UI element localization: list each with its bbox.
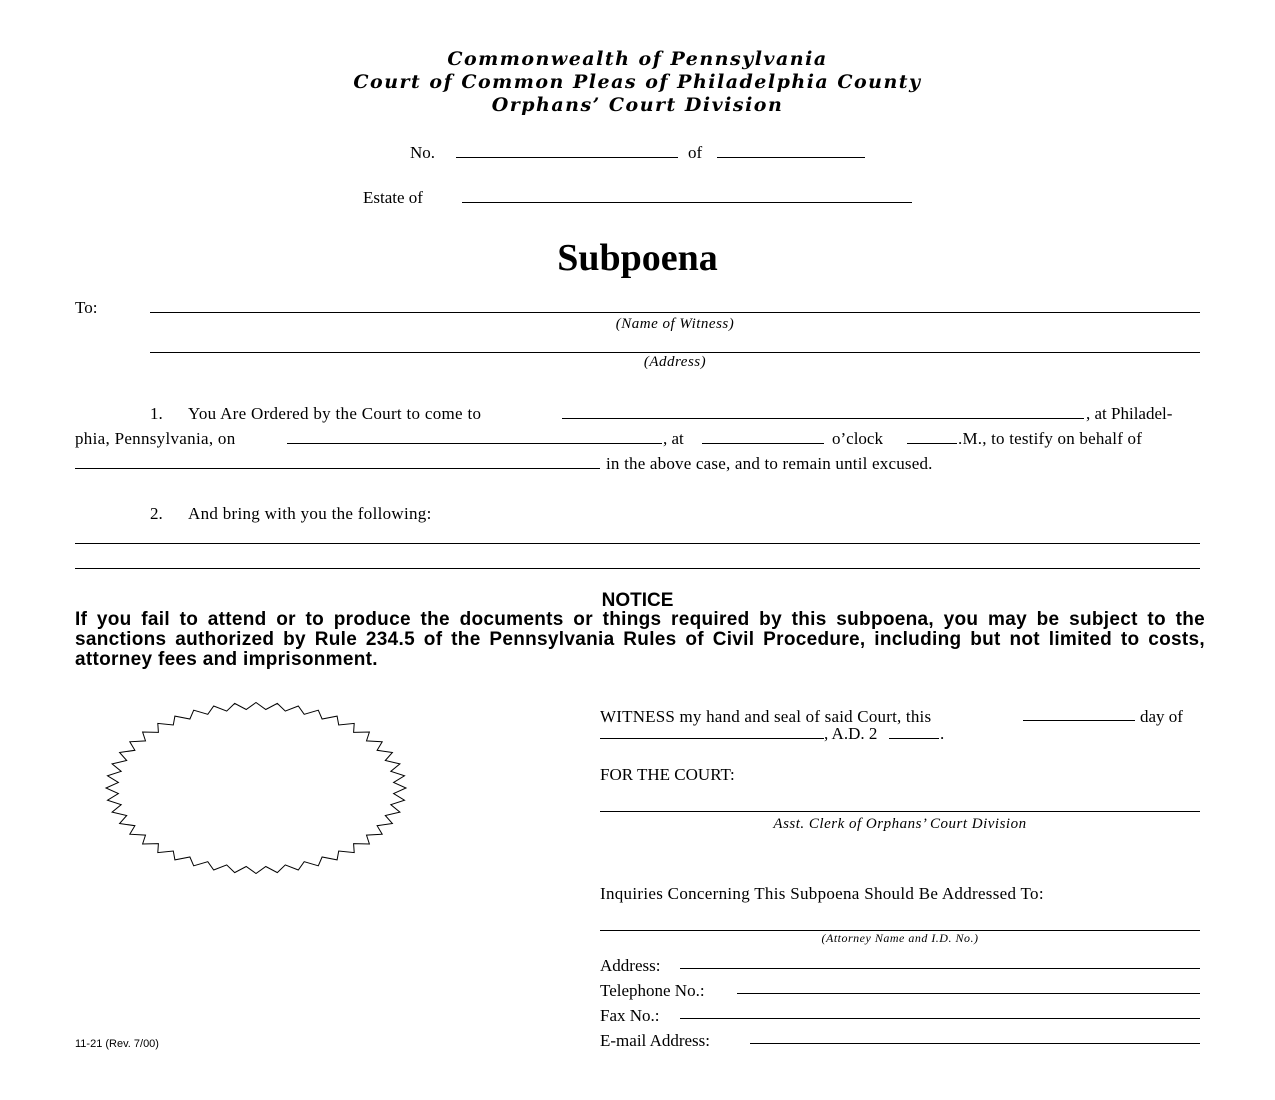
for-the-court-label: FOR THE COURT: bbox=[600, 765, 735, 784]
case-no-label: No. bbox=[410, 143, 436, 162]
case-number-field[interactable] bbox=[456, 157, 678, 158]
items-to-bring-field-1[interactable] bbox=[75, 543, 1200, 544]
page-title: Subpoena bbox=[557, 237, 718, 279]
fax-label: Fax No.: bbox=[600, 1006, 660, 1025]
witness-text-b: day of bbox=[1140, 707, 1183, 726]
clerk-signature-field[interactable] bbox=[600, 811, 1200, 812]
item1-text-g: in the above case, and to remain until excused. bbox=[606, 454, 933, 473]
witness-name-field[interactable] bbox=[150, 312, 1200, 313]
witness-name-caption: (Name of Witness) bbox=[615, 316, 735, 332]
witness-text-a: WITNESS my hand and seal of said Court, this bbox=[600, 707, 932, 726]
appearance-time-field[interactable] bbox=[702, 443, 824, 444]
item2-text: And bring with you the following: bbox=[188, 504, 432, 523]
attorney-fax-field[interactable] bbox=[680, 1018, 1200, 1019]
item1-text-b: , at Philadel- bbox=[1086, 404, 1173, 423]
item2-number: 2. bbox=[150, 504, 163, 523]
notice-body: If you fail to attend or to produce the documents or things required by this subpoena, you may be subject to the sanctions authorized by Rule 234.5 of the Pennsylvania Rules of Civil Procedure, including but not limited to costs, attorney fees and imprisonment. bbox=[75, 609, 1205, 670]
attorney-telephone-field[interactable] bbox=[737, 993, 1200, 994]
court-header-line1: Commonwealth of Pennsylvania bbox=[447, 48, 828, 70]
item1-text-d: , at bbox=[663, 429, 684, 448]
telephone-label: Telephone No.: bbox=[600, 981, 705, 1000]
witness-text-c: , A.D. 2 bbox=[824, 724, 878, 743]
inquiries-heading: Inquiries Concerning This Subpoena Should Be Addressed To: bbox=[600, 884, 1044, 903]
attorney-caption: (Attorney Name and I.D. No.) bbox=[821, 931, 979, 945]
item1-text-c: phia, Pennsylvania, on bbox=[75, 429, 236, 448]
appearance-date-field[interactable] bbox=[287, 443, 662, 444]
item1-number: 1. bbox=[150, 404, 163, 423]
am-pm-field[interactable] bbox=[907, 443, 957, 444]
court-location-field[interactable] bbox=[562, 418, 1084, 419]
witness-text-d: . bbox=[940, 724, 945, 743]
item1-text-a: You Are Ordered by the Court to come to bbox=[188, 404, 482, 423]
clerk-caption: Asst. Clerk of Orphans’ Court Division bbox=[773, 816, 1027, 832]
court-seal-icon bbox=[100, 702, 412, 874]
estate-label: Estate of bbox=[363, 188, 423, 207]
witness-year-field[interactable] bbox=[889, 738, 939, 739]
court-header-line2: Court of Common Pleas of Philadelphia County bbox=[353, 71, 922, 93]
case-year-field[interactable] bbox=[717, 157, 865, 158]
item1-text-e: o’clock bbox=[832, 429, 883, 448]
items-to-bring-field-2[interactable] bbox=[75, 568, 1200, 569]
form-number: 11-21 (Rev. 7/00) bbox=[75, 1038, 159, 1050]
attorney-address-field[interactable] bbox=[680, 968, 1200, 969]
to-label: To: bbox=[75, 298, 98, 317]
court-header-line3: Orphans’ Court Division bbox=[491, 94, 784, 116]
email-label: E-mail Address: bbox=[600, 1031, 711, 1050]
witness-address-caption: (Address) bbox=[643, 354, 707, 370]
notice-title: NOTICE bbox=[601, 590, 674, 611]
witness-day-field[interactable] bbox=[1023, 720, 1135, 721]
item1-text-f: .M., to testify on behalf of bbox=[958, 429, 1143, 448]
attorney-email-field[interactable] bbox=[750, 1043, 1200, 1044]
on-behalf-of-field[interactable] bbox=[75, 468, 600, 469]
case-of-label: of bbox=[688, 143, 703, 162]
address-label: Address: bbox=[600, 956, 661, 975]
estate-name-field[interactable] bbox=[462, 202, 912, 203]
witness-month-field[interactable] bbox=[600, 738, 824, 739]
witness-address-field[interactable] bbox=[150, 352, 1200, 353]
